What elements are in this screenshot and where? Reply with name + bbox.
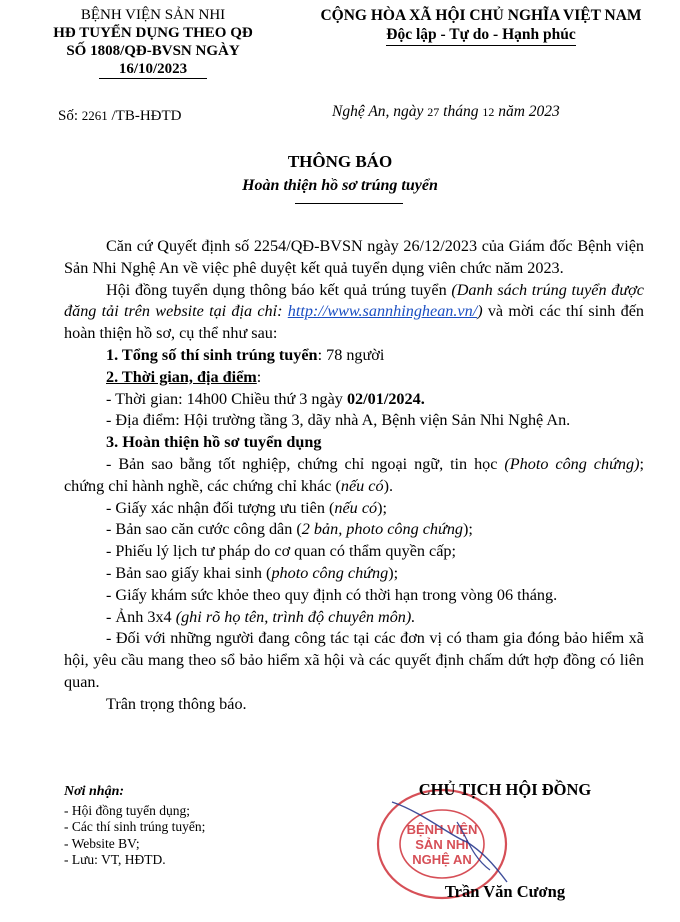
- section-2: 2. Thời gian, địa điểm:: [106, 367, 262, 386]
- decision-date: 16/10/2023: [99, 60, 207, 79]
- issuer-name: BỆNH VIỆN SẢN NHI: [80, 7, 226, 23]
- decision-ref: SỐ 1808/QĐ-BVSN NGÀY: [66, 43, 240, 59]
- paragraph-basis: Căn cứ Quyết định số 2254/QĐ-BVSN ngày 26/12/2023 của Giám đốc Bệnh viện Sản Nhi Nghệ An về việc phê duyệt kết quả tuyển dụng viên chức năm 2023.: [64, 237, 644, 277]
- item-time: - Thời gian: 14h00 Chiều thứ 3 ngày 02/01/2024.: [106, 389, 425, 408]
- signatory-name: Trần Văn Cương: [444, 882, 566, 901]
- council-name: HĐ TUYỂN DỤNG THEO QĐ: [53, 25, 253, 41]
- list-item: - Bản sao bằng tốt nghiệp, chứng chỉ ngoại ngữ, tin học (Photo công chứng); chứng chỉ hành nghề, các chứng chỉ khác (nếu có).: [64, 454, 644, 495]
- issue-date: Nghệ An, ngày 27 tháng 12 năm 2023: [332, 103, 560, 120]
- national-motto: Độc lập - Tự do - Hạnh phúc: [386, 25, 575, 46]
- document-body: [64, 236, 644, 716]
- document-subtitle: Hoàn thiện hồ sơ trúng tuyển: [242, 177, 438, 194]
- list-item: - Phiếu lý lịch tư pháp do cơ quan có thẩm quyền cấp;: [106, 542, 456, 561]
- recipients-heading: Nơi nhận:: [64, 784, 125, 799]
- list-item: - Các thí sinh trúng tuyển;: [64, 819, 206, 834]
- list-item: - Giấy khám sức khỏe theo quy định có thời hạn trong vòng 06 tháng.: [106, 585, 558, 604]
- stamp-line-2: SẢN NHI: [415, 837, 469, 852]
- list-item: - Ảnh 3x4 (ghi rõ họ tên, trình độ chuyên môn).: [106, 607, 416, 626]
- list-item: - Hội đồng tuyển dụng;: [64, 802, 190, 818]
- list-item: - Giấy xác nhận đối tượng ưu tiên (nếu có);: [106, 498, 387, 517]
- closing-line: Trân trọng thông báo.: [106, 694, 247, 713]
- list-item: - Lưu: VT, HĐTD.: [64, 852, 166, 867]
- document-number-value: 2261: [81, 108, 108, 123]
- document-title: THÔNG BÁO: [287, 152, 393, 171]
- signatory-title: CHỦ TỊCH HỘI ĐỒNG: [418, 780, 592, 799]
- stamp-line-3: NGHỆ AN: [412, 852, 472, 867]
- item-place: - Địa điểm: Hội trường tầng 3, dãy nhà A, Bệnh viện Sản Nhi Nghệ An.: [106, 411, 571, 430]
- section-1: 1. Tổng số thí sinh trúng tuyển: 78 người: [106, 345, 385, 364]
- list-item: - Bản sao căn cước công dân (2 bản, photo công chứng);: [106, 520, 473, 539]
- stamp-line-1: BỆNH VIỆN: [406, 822, 478, 837]
- document-number: Số: 2261 /TB-HĐTD: [58, 108, 182, 124]
- paragraph-announcement: Hội đồng tuyển dụng thông báo kết quả trúng tuyển (Danh sách trúng tuyển được đăng tải trên website tại địa chỉ: http://www.sannhinghean.vn/) và mời các thí sinh đến hoàn thiện hồ sơ, cụ thể như sau:: [64, 280, 644, 343]
- national-header: [286, 6, 676, 46]
- country-name: CỘNG HÒA XÃ HỘI CHỦ NGHĨA VIỆT NAM: [320, 7, 642, 24]
- list-item: - Bản sao giấy khai sinh (photo công chứng);: [106, 563, 399, 582]
- recipients-block: [64, 784, 205, 869]
- list-item: - Website BV;: [64, 835, 140, 851]
- list-item: - Đối với những người đang công tác tại các đơn vị có tham gia đóng bảo hiểm xã hội, yêu cầu mang theo sổ bảo hiểm xã hội và các quyết định chấm dứt hợp đồng có liên quan.: [64, 629, 644, 691]
- issuer-block: [28, 6, 278, 79]
- subtitle-divider: [295, 203, 403, 204]
- website-link[interactable]: http://www.sannhinghean.vn/: [287, 302, 478, 321]
- section-3: 3. Hoàn thiện hồ sơ tuyển dụng: [106, 433, 322, 452]
